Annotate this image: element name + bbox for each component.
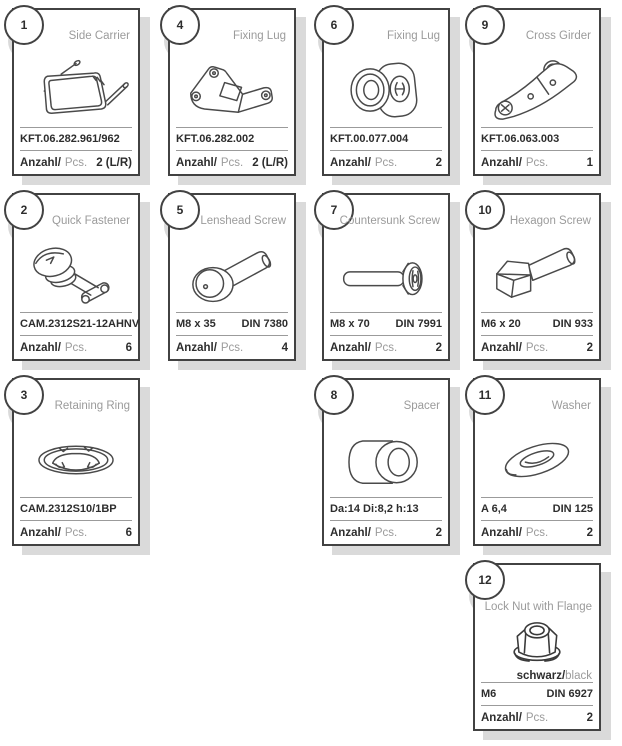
part-card-11 <box>473 378 601 546</box>
spec-row <box>481 312 593 335</box>
card-body <box>12 378 140 546</box>
part-code: M8 x 70 <box>330 318 370 330</box>
pcs-label: Pcs. <box>220 341 244 354</box>
quantity-value: 2 <box>586 341 593 354</box>
part-number-badge <box>465 560 505 600</box>
part-number: 4 <box>176 18 184 32</box>
quantity-value: 1 <box>586 156 593 169</box>
spec-row <box>481 682 593 705</box>
part-code: CAM.2312S21-12AHNV <box>20 318 140 330</box>
quick-fastener-illustration <box>21 237 131 313</box>
quantity-row <box>481 335 593 359</box>
part-card-6 <box>322 8 450 176</box>
part-number: 3 <box>20 388 28 402</box>
quantity-value: 2 <box>435 526 442 539</box>
part-title: Quick Fastener <box>52 215 130 227</box>
part-card-3 <box>12 378 140 546</box>
spec-row <box>20 312 140 335</box>
part-code: Da:14 Di:8,2 h:13 <box>330 503 419 515</box>
quantity-row <box>330 520 442 544</box>
quantity-row <box>20 520 132 544</box>
part-card-2 <box>12 193 140 361</box>
anzahl-label: Anzahl/ <box>330 341 371 354</box>
color-note-english: black <box>565 670 592 682</box>
pcs-label: Pcs. <box>525 711 549 724</box>
anzahl-label: Anzahl/ <box>20 526 61 539</box>
quantity-value: 2 (L/R) <box>96 156 132 169</box>
quantity-value: 4 <box>281 341 288 354</box>
part-number: 1 <box>20 18 28 32</box>
part-code: KFT.06.282.002 <box>176 133 255 145</box>
spec-row <box>481 497 593 520</box>
quantity-row <box>176 150 288 174</box>
part-title: Hexagon Screw <box>509 215 591 227</box>
part-number: 7 <box>330 203 338 217</box>
color-note <box>517 670 592 682</box>
spec-row <box>176 312 288 335</box>
part-code: KFT.00.077.004 <box>330 133 409 145</box>
din-standard: DIN 7380 <box>241 318 288 330</box>
anzahl-label: Anzahl/ <box>176 156 217 169</box>
pcs-label: Pcs. <box>64 526 88 539</box>
quantity-row <box>20 150 132 174</box>
part-card-8 <box>322 378 450 546</box>
din-standard: DIN 7991 <box>395 318 442 330</box>
anzahl-label: Anzahl/ <box>20 156 61 169</box>
side-carrier-illustration <box>21 52 131 128</box>
part-number: 6 <box>330 18 338 32</box>
part-title: Lock Nut with Flange <box>484 601 592 613</box>
part-code: M6 x 20 <box>481 318 521 330</box>
part-title: Fixing Lug <box>232 30 286 42</box>
quantity-row <box>330 150 442 174</box>
quantity-value: 2 <box>435 156 442 169</box>
part-number: 12 <box>478 573 492 587</box>
part-title: Lenshead Screw <box>200 215 286 227</box>
part-number: 8 <box>330 388 338 402</box>
part-code: M8 x 35 <box>176 318 216 330</box>
lenshead-screw-illustration <box>177 237 287 313</box>
part-code: A 6,4 <box>481 503 507 515</box>
pcs-label: Pcs. <box>374 341 398 354</box>
part-card-7 <box>322 193 450 361</box>
spec-row <box>20 127 132 150</box>
quantity-value: 2 <box>586 526 593 539</box>
card-body <box>322 8 450 176</box>
quantity-row <box>176 335 288 359</box>
card-body <box>473 563 601 731</box>
card-body <box>473 378 601 546</box>
card-body <box>168 8 296 176</box>
part-number: 5 <box>176 203 184 217</box>
pcs-label: Pcs. <box>64 341 88 354</box>
countersunk-screw-illustration <box>331 237 441 313</box>
anzahl-label: Anzahl/ <box>481 526 522 539</box>
card-body <box>12 8 140 176</box>
pcs-label: Pcs. <box>374 526 398 539</box>
quantity-row <box>20 335 132 359</box>
quantity-value: 2 <box>435 341 442 354</box>
anzahl-label: Anzahl/ <box>481 156 522 169</box>
part-number: 9 <box>481 18 489 32</box>
part-card-1 <box>12 8 140 176</box>
part-title: Washer <box>551 400 591 412</box>
card-body <box>322 378 450 546</box>
spec-row <box>330 312 442 335</box>
spacer-illustration <box>331 422 441 498</box>
part-title: Fixing Lug <box>386 30 440 42</box>
part-number: 11 <box>478 388 492 402</box>
quantity-row <box>481 705 593 729</box>
din-standard: DIN 125 <box>552 503 593 515</box>
spec-row <box>481 127 593 150</box>
part-title: Spacer <box>403 400 440 412</box>
spec-row <box>330 497 442 520</box>
part-title: Cross Girder <box>525 30 591 42</box>
part-code: M6 <box>481 688 497 700</box>
anzahl-label: Anzahl/ <box>481 711 522 724</box>
part-code: KFT.06.063.003 <box>481 133 560 145</box>
part-code: KFT.06.282.961/962 <box>20 133 120 145</box>
pcs-label: Pcs. <box>525 526 549 539</box>
spec-row <box>330 127 442 150</box>
part-card-12 <box>473 563 601 731</box>
anzahl-label: Anzahl/ <box>20 341 61 354</box>
part-number: 10 <box>478 203 492 217</box>
hexagon-screw-illustration <box>482 237 592 313</box>
card-body <box>473 8 601 176</box>
part-title: Side Carrier <box>68 30 130 42</box>
pcs-label: Pcs. <box>374 156 398 169</box>
card-body <box>473 193 601 361</box>
quantity-value: 6 <box>125 526 132 539</box>
fixing-lug-plate-illustration <box>177 52 287 128</box>
card-body <box>12 193 140 361</box>
retaining-ring-illustration <box>21 422 131 498</box>
anzahl-label: Anzahl/ <box>330 526 371 539</box>
color-note-german: schwarz/ <box>516 670 566 682</box>
part-number: 2 <box>20 203 28 217</box>
quantity-row <box>481 150 593 174</box>
card-body <box>322 193 450 361</box>
anzahl-label: Anzahl/ <box>481 341 522 354</box>
spec-row <box>20 497 132 520</box>
pcs-label: Pcs. <box>220 156 244 169</box>
part-title: Retaining Ring <box>54 400 130 412</box>
quantity-row <box>330 335 442 359</box>
pcs-label: Pcs. <box>64 156 88 169</box>
anzahl-label: Anzahl/ <box>330 156 371 169</box>
cross-girder-illustration <box>482 52 592 128</box>
pcs-label: Pcs. <box>525 156 549 169</box>
quantity-value: 2 (L/R) <box>252 156 288 169</box>
card-body <box>168 193 296 361</box>
pcs-label: Pcs. <box>525 341 549 354</box>
part-code: CAM.2312S10/1BP <box>20 503 117 515</box>
quantity-row <box>481 520 593 544</box>
din-standard: DIN 933 <box>552 318 593 330</box>
part-card-9 <box>473 8 601 176</box>
anzahl-label: Anzahl/ <box>176 341 217 354</box>
lock-nut-flange-illustration <box>482 615 592 667</box>
part-card-4 <box>168 8 296 176</box>
din-standard: DIN 6927 <box>546 688 593 700</box>
part-card-10 <box>473 193 601 361</box>
quantity-value: 2 <box>586 711 593 724</box>
washer-illustration <box>482 422 592 498</box>
part-title: Countersunk Screw <box>339 215 440 227</box>
quantity-value: 6 <box>125 341 132 354</box>
spec-row <box>176 127 288 150</box>
fixing-lug-bushing-illustration <box>331 52 441 128</box>
part-card-5 <box>168 193 296 361</box>
